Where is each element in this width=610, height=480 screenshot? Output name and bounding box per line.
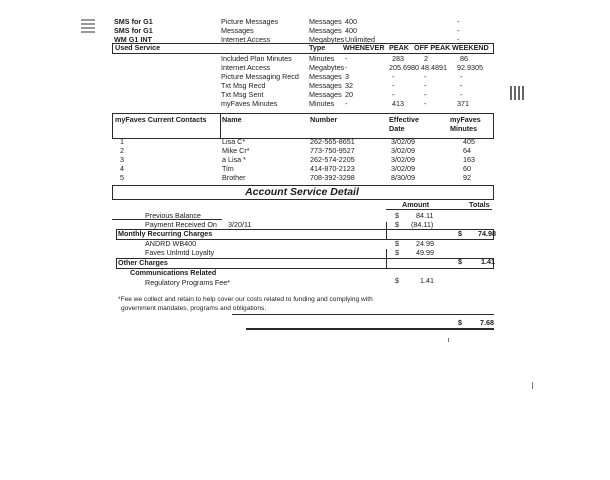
totals-header: Totals xyxy=(469,200,490,209)
total-rule-top xyxy=(232,314,494,315)
usage-item: myFaves Minutes xyxy=(221,99,278,108)
usage-weekend: - xyxy=(460,90,463,99)
usage-weekend: 92.9305 xyxy=(457,63,483,72)
faves-title: myFaves Current Contacts xyxy=(115,115,207,124)
plan-type: Megabytes xyxy=(309,35,345,44)
usage-whenever: - xyxy=(345,99,348,108)
other-subtitle: Communications Related xyxy=(130,268,217,277)
usage-offpeak: - xyxy=(424,90,427,99)
usage-weekend: 371 xyxy=(457,99,469,108)
plan-type: Messages xyxy=(309,17,342,26)
col-number: Number xyxy=(310,115,338,124)
usage-whenever: - xyxy=(345,63,348,72)
payment-amount: (84.11) xyxy=(411,220,434,229)
contact-number: 414-870-2123 xyxy=(310,164,355,173)
col-whenever: WHENEVER xyxy=(343,43,385,52)
col-myfaves: myFaves xyxy=(450,115,481,124)
plan-whenever: 400 xyxy=(345,26,357,35)
usage-whenever: 32 xyxy=(345,81,353,90)
scan-speck xyxy=(448,338,449,342)
contact-date: 3/02/09 xyxy=(391,155,415,164)
other-item-cur: $ xyxy=(395,276,399,285)
scan-marks xyxy=(81,17,95,42)
previous-balance-cur: $ xyxy=(395,211,399,220)
plan-whenever: Unlimited xyxy=(345,35,375,44)
total-rule-bottom xyxy=(246,328,494,330)
recurring-item-amount: 24.99 xyxy=(416,239,434,248)
account-detail-title: Account Service Detail xyxy=(245,186,359,198)
recurring-item-cur: $ xyxy=(395,239,399,248)
contact-date: 8/30/09 xyxy=(391,173,415,182)
contact-date: 3/02/09 xyxy=(391,164,415,173)
recurring-divider xyxy=(386,222,387,239)
other-total-cur: $ xyxy=(458,257,462,266)
usage-peak: - xyxy=(392,72,395,81)
contact-index: 4 xyxy=(120,164,124,173)
contact-number: 262-574-2205 xyxy=(310,155,355,164)
usage-weekend: 86 xyxy=(460,54,468,63)
usage-whenever: 3 xyxy=(345,72,349,81)
used-service-title: Used Service xyxy=(115,43,161,52)
grand-total-cur: $ xyxy=(458,318,462,327)
col-offpeak: OFF PEAK xyxy=(414,43,451,52)
plan-type: Messages xyxy=(309,26,342,35)
recurring-item-cur: $ xyxy=(395,248,399,257)
usage-offpeak: 2 xyxy=(424,54,428,63)
other-item-amount: 1.41 xyxy=(420,276,434,285)
payment-date: 3/20/11 xyxy=(228,220,252,229)
col-peak: PEAK xyxy=(389,43,409,52)
usage-type: Messages xyxy=(309,72,342,81)
plan-weekend: - xyxy=(457,26,460,35)
contact-date: 3/02/09 xyxy=(391,137,415,146)
usage-item: Included Plan Minutes xyxy=(221,54,292,63)
other-title: Other Charges xyxy=(118,258,168,267)
usage-offpeak: - xyxy=(424,99,427,108)
plan-weekend: - xyxy=(457,17,460,26)
usage-offpeak: - xyxy=(424,81,427,90)
usage-type: Messages xyxy=(309,81,342,90)
contact-name: Lisa C* xyxy=(222,137,246,146)
grand-total: 7.68 xyxy=(480,318,494,327)
col-minutes: Minutes xyxy=(450,124,478,133)
plan-weekend: - xyxy=(457,35,460,44)
recurring-title: Monthly Recurring Charges xyxy=(118,229,213,238)
usage-type: Minutes xyxy=(309,99,335,108)
barcode-mark xyxy=(510,86,524,100)
col-effective: Effective xyxy=(389,115,419,124)
usage-weekend: - xyxy=(460,72,463,81)
usage-peak: 413 xyxy=(392,99,404,108)
plan-label: WM G1 INT xyxy=(114,35,152,44)
usage-peak: 205.6980 xyxy=(389,63,419,72)
plan-label: SMS for G1 xyxy=(114,17,153,26)
contact-minutes: 163 xyxy=(463,155,475,164)
faves-divider xyxy=(220,113,221,139)
col-weekend: WEEKEND xyxy=(452,43,489,52)
usage-peak: - xyxy=(392,90,395,99)
contact-name: Brother xyxy=(222,173,246,182)
usage-type: Minutes xyxy=(309,54,335,63)
scan-speck xyxy=(532,382,533,389)
contact-minutes: 92 xyxy=(463,173,471,182)
other-total: 1.41 xyxy=(481,257,495,266)
amount-header: Amount xyxy=(402,200,430,209)
usage-weekend: - xyxy=(460,81,463,90)
contact-name: Mike Cr* xyxy=(222,146,250,155)
payment-cur: $ xyxy=(395,220,399,229)
amount-header-line xyxy=(386,209,492,210)
contact-date: 3/02/09 xyxy=(391,146,415,155)
contact-number: 773-750-9527 xyxy=(310,146,355,155)
previous-balance-label: Previous Balance xyxy=(145,211,201,220)
contact-name: Tim xyxy=(222,164,234,173)
footnote-line-1: *Fee we collect and retain to help cover our costs related to funding and complying with xyxy=(118,296,373,303)
plan-label: SMS for G1 xyxy=(114,26,153,35)
other-divider xyxy=(386,249,387,268)
usage-item: Txt Msg Recd xyxy=(221,81,266,90)
col-name: Name xyxy=(222,115,242,124)
plan-item: Internet Access xyxy=(221,35,271,44)
contact-index: 5 xyxy=(120,173,124,182)
usage-type: Messages xyxy=(309,90,342,99)
recurring-total-cur: $ xyxy=(458,229,462,238)
usage-offpeak: 48.4891 xyxy=(421,63,447,72)
col-date: Date xyxy=(389,124,405,133)
usage-item: Picture Messaging Recd xyxy=(221,72,299,81)
recurring-item-label: Faves Unlmtd Loyalty xyxy=(145,248,215,257)
contact-index: 2 xyxy=(120,146,124,155)
payment-label: Payment Received On xyxy=(145,220,217,229)
contact-minutes: 64 xyxy=(463,146,471,155)
contact-index: 3 xyxy=(120,155,124,164)
usage-peak: 283 xyxy=(392,54,404,63)
plan-whenever: 400 xyxy=(345,17,357,26)
usage-peak: - xyxy=(392,81,395,90)
col-type: Type xyxy=(309,43,326,52)
recurring-item-amount: 49.99 xyxy=(416,248,434,257)
contact-minutes: 405 xyxy=(463,137,475,146)
plan-item: Picture Messages xyxy=(221,17,279,26)
usage-item: Internet Access xyxy=(221,63,271,72)
usage-offpeak: - xyxy=(424,72,427,81)
usage-whenever: - xyxy=(345,54,348,63)
usage-whenever: 20 xyxy=(345,90,353,99)
usage-item: Txt Msg Sent xyxy=(221,90,264,99)
recurring-item-label: ANDRD WB400 xyxy=(145,239,197,248)
contact-number: 708-392-3298 xyxy=(310,173,355,182)
footnote-line-2: government mandates, programs and obligations. xyxy=(121,305,267,312)
usage-type: Megabytes xyxy=(309,63,345,72)
plan-item: Messages xyxy=(221,26,254,35)
contact-number: 262-565-8651 xyxy=(310,137,355,146)
contact-minutes: 60 xyxy=(463,164,471,173)
previous-balance-amount: 84.11 xyxy=(416,211,434,220)
recurring-total: 74.98 xyxy=(478,229,496,238)
contact-name: a Lisa * xyxy=(222,155,246,164)
contact-index: 1 xyxy=(120,137,124,146)
other-item-label: Regulatory Programs Fee* xyxy=(145,278,231,287)
